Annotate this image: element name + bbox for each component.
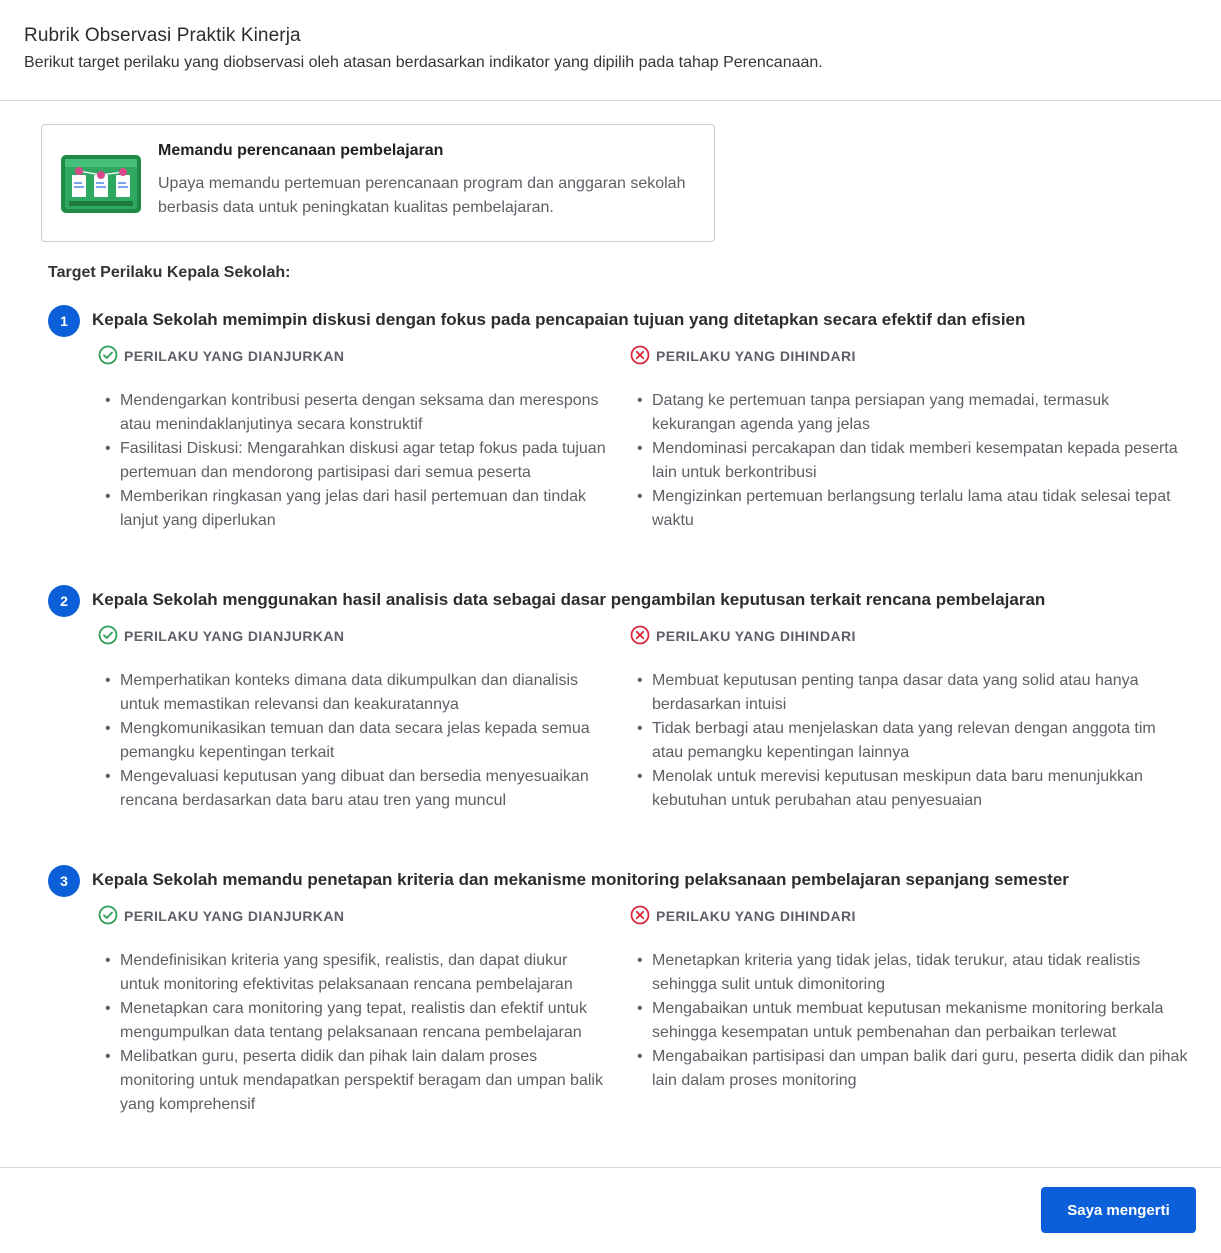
target-heading: Target Perilaku Kepala Sekolah: <box>48 264 291 281</box>
avoided-list <box>630 949 1190 1093</box>
step-number-badge: 2 <box>48 585 80 617</box>
list-item: • Mengabaikan untuk membuat keputusan mekanisme monitoring berkala sehingga kesempatan untuk pembenahan dan perbaikan terlewat <box>630 997 1190 1045</box>
modal-footer <box>0 1167 1221 1253</box>
list-item: • Mendominasi percakapan dan tidak memberi kesempatan kepada peserta lain untuk berkontribusi <box>630 437 1190 485</box>
list-item: • Menetapkan kriteria yang tidak jelas, tidak terukur, atau tidak realistis sehingga sulit untuk dimonitoring <box>630 949 1190 997</box>
recommended-column <box>98 341 608 533</box>
recommended-list <box>98 669 608 813</box>
avoided-column <box>630 341 1190 533</box>
behavior-title: Kepala Sekolah menggunakan hasil analisis data sebagai dasar pengambilan keputusan terkait rencana pembelajaran <box>92 590 1046 609</box>
avoided-column <box>630 621 1190 813</box>
behavior-item <box>0 585 1221 845</box>
modal-title: Rubrik Observasi Praktik Kinerja <box>24 25 301 46</box>
behavior-item <box>0 865 1221 1155</box>
list-item: • Melibatkan guru, peserta didik dan pihak lain dalam proses monitoring untuk mendapatkan perspektif beragam dan umpan balik yang komprehensif <box>98 1045 608 1117</box>
recommended-list <box>98 389 608 533</box>
recommended-column <box>98 901 608 1117</box>
list-item: • Datang ke pertemuan tanpa persiapan yang memadai, termasuk kekurangan agenda yang jelas <box>630 389 1190 437</box>
list-item: • Mengevaluasi keputusan yang dibuat dan bersedia menyesuaikan rencana berdasarkan data baru atau tren yang muncul <box>98 765 608 813</box>
x-circle-icon <box>630 625 650 645</box>
avoided-label: PERILAKU YANG DIHINDARI <box>656 908 856 924</box>
check-circle-icon <box>98 625 118 645</box>
planning-board-illustration-icon <box>61 155 141 213</box>
modal-subtitle: Berikut target perilaku yang diobservasi oleh atasan berdasarkan indikator yang dipilih pada tahap Perencanaan. <box>24 54 823 71</box>
avoided-column <box>630 901 1190 1093</box>
behavior-title: Kepala Sekolah memandu penetapan kriteria dan mekanisme monitoring pelaksanaan pembelajaran sepanjang semester <box>92 870 1069 889</box>
recommended-label: PERILAKU YANG DIANJURKAN <box>124 348 345 364</box>
avoided-list <box>630 389 1190 533</box>
list-item: • Menolak untuk merevisi keputusan meskipun data baru menunjukkan kebutuhan untuk perubahan atau penyesuaian <box>630 765 1190 813</box>
check-circle-icon <box>98 905 118 925</box>
recommended-label: PERILAKU YANG DIANJURKAN <box>124 908 345 924</box>
list-item: • Mendefinisikan kriteria yang spesifik, realistis, dan dapat diukur untuk monitoring efektivitas pelaksanaan rencana pembelajaran <box>98 949 608 997</box>
step-number-badge: 1 <box>48 305 80 337</box>
modal-header <box>0 0 1221 101</box>
list-item: • Mendengarkan kontribusi peserta dengan seksama dan merespons atau menindaklanjutinya secara konstruktif <box>98 389 608 437</box>
behavior-title: Kepala Sekolah memimpin diskusi dengan fokus pada pencapaian tujuan yang ditetapkan secara efektif dan efisien <box>92 310 1026 329</box>
recommended-label: PERILAKU YANG DIANJURKAN <box>124 628 345 644</box>
list-item: • Mengabaikan partisipasi dan umpan balik dari guru, peserta didik dan pihak lain dalam proses monitoring <box>630 1045 1190 1093</box>
avoided-label: PERILAKU YANG DIHINDARI <box>656 628 856 644</box>
list-item: • Mengizinkan pertemuan berlangsung terlalu lama atau tidak selesai tepat waktu <box>630 485 1190 533</box>
modal-content <box>0 101 1221 1167</box>
list-item: • Memberikan ringkasan yang jelas dari hasil pertemuan dan tindak lanjut yang diperlukan <box>98 485 608 533</box>
avoided-list <box>630 669 1190 813</box>
list-item: • Fasilitasi Diskusi: Mengarahkan diskusi agar tetap fokus pada tujuan pertemuan dan mendorong partisipasi dari semua peserta <box>98 437 608 485</box>
x-circle-icon <box>630 905 650 925</box>
behavior-item <box>0 305 1221 565</box>
recommended-list <box>98 949 608 1117</box>
recommended-column <box>98 621 608 813</box>
confirm-button[interactable]: Saya mengerti <box>1041 1187 1196 1233</box>
step-number-badge: 3 <box>48 865 80 897</box>
list-item: • Membuat keputusan penting tanpa dasar data yang solid atau hanya berdasarkan intuisi <box>630 669 1190 717</box>
list-item: • Memperhatikan konteks dimana data dikumpulkan dan dianalisis untuk memastikan relevansi dan keakuratannya <box>98 669 608 717</box>
list-item: • Tidak berbagi atau menjelaskan data yang relevan dengan anggota tim atau pemangku kepentingan lainnya <box>630 717 1190 765</box>
x-circle-icon <box>630 345 650 365</box>
indicator-title: Memandu perencanaan pembelajaran <box>158 142 444 159</box>
indicator-card <box>41 124 715 242</box>
indicator-description: Upaya memandu pertemuan perencanaan program dan anggaran sekolah berbasis data untuk peningkatan kualitas pembelajaran. <box>158 175 686 216</box>
list-item: • Menetapkan cara monitoring yang tepat, realistis dan efektif untuk mengumpulkan data tentang pelaksanaan rencana pembelajaran <box>98 997 608 1045</box>
list-item: • Mengkomunikasikan temuan dan data secara jelas kepada semua pemangku kepentingan terkait <box>98 717 608 765</box>
avoided-label: PERILAKU YANG DIHINDARI <box>656 348 856 364</box>
check-circle-icon <box>98 345 118 365</box>
